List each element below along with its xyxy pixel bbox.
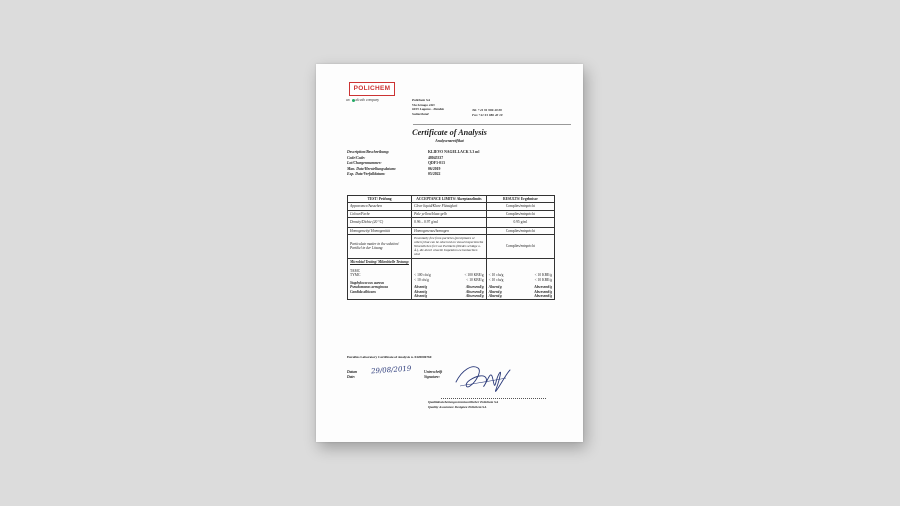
date-label: Datum Date: (347, 370, 358, 379)
results-table (347, 195, 555, 300)
logo-tagline: an alcedo company (346, 98, 379, 102)
meta-values (428, 150, 479, 178)
alcedo-dot-icon (352, 99, 355, 102)
handwritten-signature-icon (450, 360, 512, 394)
document-title: Certificate of Analysis (412, 128, 487, 137)
handwritten-date: 29/08/2019 (370, 364, 412, 376)
meta-labels (347, 150, 396, 178)
signature-label: Unterschrift Signature: (424, 370, 443, 379)
meta-label: Code/Code: (347, 155, 366, 160)
meta-value: 06/2019 (428, 166, 441, 171)
signature-line (441, 398, 546, 399)
meta-value: 48045337 (428, 155, 444, 160)
meta-label: Exp. Date/Verfalldatum: (347, 172, 386, 177)
meta-value: KLIEVO NAGELLACK 3.3 ml (428, 150, 480, 154)
meta-label: Description/Beschreibung: (347, 150, 390, 154)
company-address: Polichem SA Via Senago 42D 6915 Lugano - Pambio Switzerland (412, 98, 445, 116)
certificate-document (316, 64, 583, 442)
meta-value: QDF3-013 (428, 161, 445, 166)
table-row: Colour/Farbe Pale yellow/blass-gelb Complies/entspricht (348, 210, 555, 217)
header-divider (413, 124, 571, 125)
table-row: Homogeneity/ Homogenität Homogeneous/homogen Complies/entspricht (348, 227, 555, 234)
table-row-microbial: Microbial Testing/ Mikrobielle Testung: TAMC TYMC Staphylococcus aureus Pseudomonas aeruginosa Candida albicans < 100 cfu/g < 100 KBE/g < 10 cfu/g < 10 KBE/g Absent/g Abwesend/g Absent/g Abwesend/g Absent/g Abwesend/g < 10 cfu/g < 10 KBE/g < 10 cfu/g < 10 KBE/g Absent/g Abwesend/g Absent/g Abwesend/g Absent/g Abwesend/g (348, 258, 555, 300)
column-header: TEST/ Prüfung (348, 196, 412, 203)
table-header-row (348, 196, 555, 203)
document-subtitle: Analysenzertifikat (435, 139, 464, 143)
company-logo: POLICHEM (349, 82, 395, 96)
table-row: Density/Dichte (20 °C) 0.96 – 0.97 g/ml 0.95 g/ml (348, 218, 555, 227)
meta-value: 05/2022 (428, 172, 441, 177)
column-header: RESULTS/ Ergebnisse (486, 196, 554, 203)
footnote: Eurofins Laboratory Certificate of Analysis n. 0420006760 (347, 355, 432, 359)
table-row: Appearance/Aussehen Clear liquid/Klare Flüssigkeit Complies/entspricht (348, 203, 555, 210)
table-row: Particulate matter in the solution/ Partikel in der Lösung Essentially free from particles (precipitates or others) that can be observed on visual inspection/Im Wesentlichen frei von Partikeln (Nieder-schläge o. Ä.), die durch visuelle Inspektion zu beobachten sind Complies/entspricht (348, 235, 555, 258)
meta-label: Lot/Chargennummer: (347, 161, 382, 166)
meta-label: Man. Date/Herstellungsdatum: (347, 166, 396, 171)
microbial-title: Microbial Testing/ Mikrobielle Testung: (350, 259, 409, 264)
company-contact: Tel. +41 91 986 40 00 Fax +41 91 986 40 10 (472, 108, 503, 117)
qa-designee: Qualitätssicherungsverantwortlicher Polichem SA Quality Assurance Designee Polichem SA (428, 400, 499, 409)
column-header: ACCEPTANCE LIMITS/ Akzeptanzlimits (412, 196, 487, 203)
